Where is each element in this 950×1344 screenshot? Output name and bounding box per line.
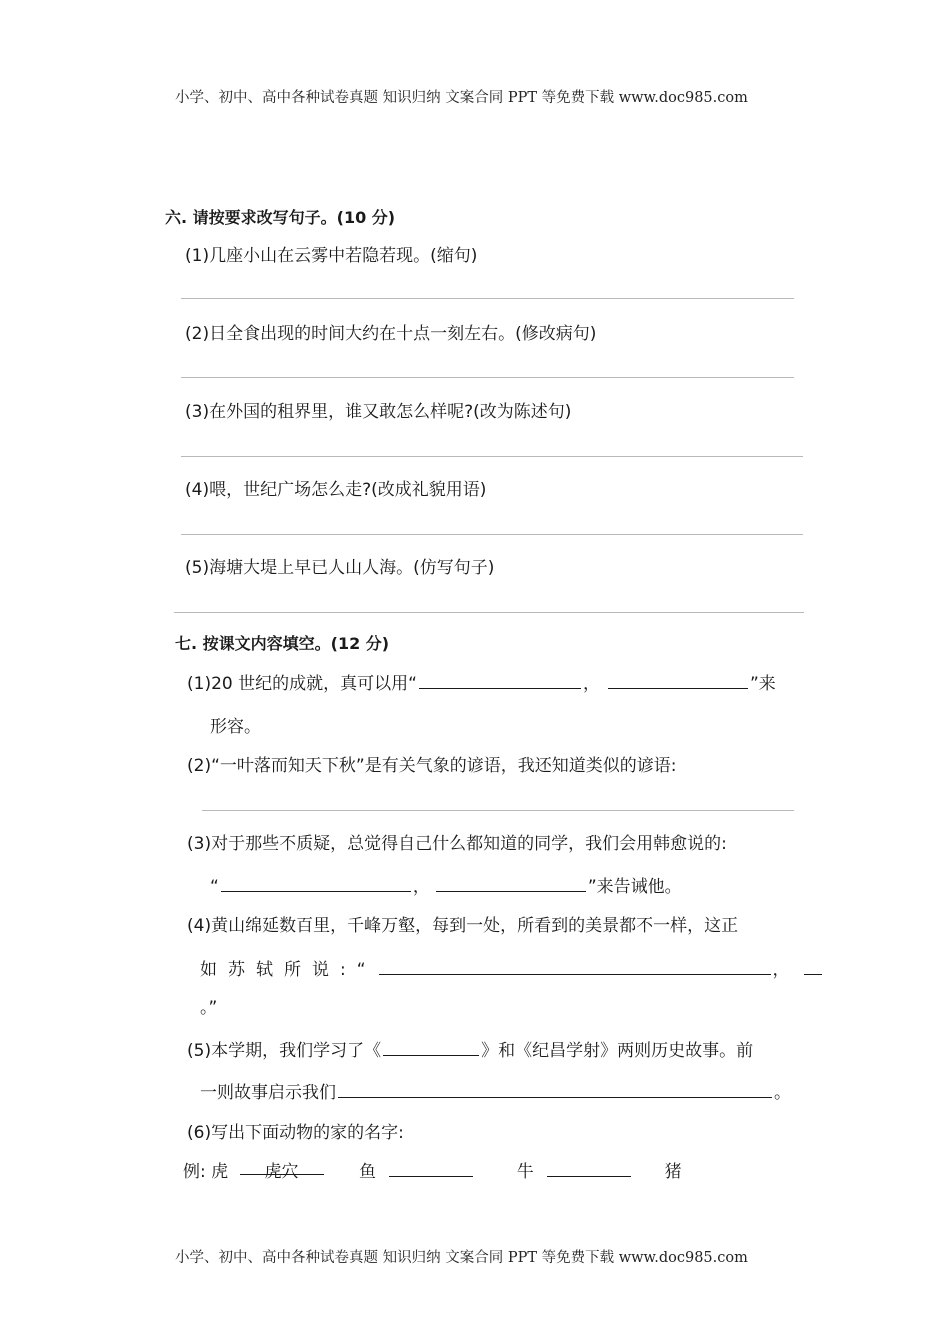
s6-item-2: (2)日全食出现的时间大约在十点一刻左右。(修改病句) — [185, 324, 597, 344]
s7-q2-answer-line[interactable] — [202, 810, 794, 811]
s7-q1 — [187, 669, 776, 694]
s7-q1-prefix: (1)20 世纪的成就，真可以用“ — [187, 674, 417, 694]
page-footer: 小学、初中、高中各种试卷真题 知识归纳 文案合同 PPT 等免费下载 www.doc985.com — [175, 1250, 748, 1266]
answer-line-1[interactable] — [181, 298, 794, 299]
s7-q6-cow-blank[interactable] — [547, 1159, 631, 1177]
s7-q3-blank-b[interactable] — [436, 874, 586, 892]
s7-q1-blank-b[interactable] — [608, 671, 748, 689]
s7-q5-line2-prefix: 一则故事启示我们 — [200, 1083, 336, 1103]
s6-item-4: (4)喂，世纪广场怎么走?(改成礼貌用语) — [185, 480, 487, 500]
s7-q5-line2-end: 。 — [774, 1083, 791, 1103]
s7-q6-example-label: 例: 虎 — [183, 1162, 229, 1182]
s7-q1-suffix: ”来 — [749, 674, 776, 694]
s7-q4-blank-b[interactable] — [804, 957, 822, 975]
answer-line-2[interactable] — [181, 377, 794, 378]
s7-q3-comma: ， — [412, 877, 430, 897]
s7-q1-line2: 形容。 — [210, 717, 261, 737]
s7-q1-blank-a[interactable] — [419, 671, 581, 689]
answer-line-3[interactable] — [181, 456, 803, 457]
s7-q3: (3)对于那些不质疑，总觉得自己什么都知道的同学，我们会用韩愈说的: — [187, 834, 727, 854]
s7-q5 — [187, 1036, 753, 1061]
section-7-title: 七. 按课文内容填空。(12 分) — [175, 634, 390, 653]
section-6-title: 六. 请按要求改写句子。(10 分) — [165, 208, 396, 227]
s7-q3-suffix: ”来告诫他。 — [587, 877, 682, 897]
s7-q1-comma: ， — [582, 674, 600, 694]
answer-line-5[interactable] — [174, 612, 804, 613]
s6-item-3: (3)在外国的租界里，谁又敢怎么样呢?(改为陈述句) — [185, 402, 572, 422]
s7-q5-blank-a[interactable] — [383, 1038, 479, 1056]
s7-q4-prefix: 如苏轼所说:“ — [200, 960, 377, 980]
s7-q3-blank-a[interactable] — [221, 874, 411, 892]
s7-q4-line3: 。” — [200, 998, 218, 1018]
s6-item-5: (5)海塘大堤上早已人山人海。(仿写句子) — [185, 558, 495, 578]
s7-q4-line2 — [200, 955, 824, 980]
s7-q4-comma: ， — [772, 960, 790, 980]
s7-q6-cow-label: 牛 — [516, 1162, 534, 1182]
s7-q6-fish-blank[interactable] — [389, 1159, 473, 1177]
s7-q3-line2 — [210, 872, 682, 897]
page-header: 小学、初中、高中各种试卷真题 知识归纳 文案合同 PPT 等免费下载 www.doc985.com — [175, 90, 748, 106]
s7-q4: (4)黄山绵延数百里，千峰万壑，每到一处，所看到的美景都不一样，这正 — [187, 916, 739, 936]
s7-q6-answers — [183, 1157, 682, 1182]
s7-q5-line2 — [200, 1078, 791, 1103]
s7-q2: (2)“一叶落而知天下秋”是有关气象的谚语，我还知道类似的谚语: — [187, 756, 677, 776]
s7-q3-open-quote: “ — [210, 877, 219, 897]
s7-q5-prefix: (5)本学期，我们学习了《 — [187, 1041, 382, 1061]
s7-q6-example-answer: 虎穴 — [240, 1157, 324, 1175]
s7-q6-fish-label: 鱼 — [358, 1162, 376, 1182]
s6-item-1: (1)几座小山在云雾中若隐若现。(缩句) — [185, 246, 478, 266]
s7-q5-blank-b[interactable] — [338, 1080, 772, 1098]
s7-q6-pig-label: 猪 — [664, 1162, 682, 1182]
s7-q5-suffix: 》和《纪昌学射》两则历史故事。前 — [481, 1041, 754, 1061]
s7-q6: (6)写出下面动物的家的名字: — [187, 1123, 404, 1143]
s7-q4-blank-a[interactable] — [379, 957, 771, 975]
answer-line-4[interactable] — [181, 534, 803, 535]
